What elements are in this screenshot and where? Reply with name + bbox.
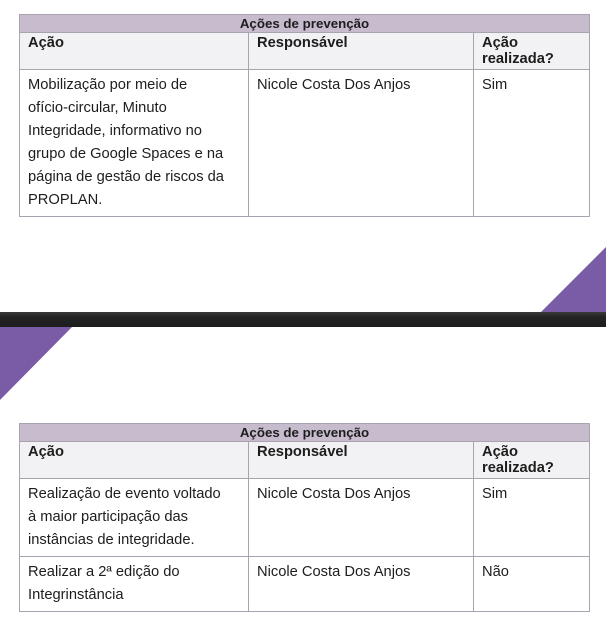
column-header-responsavel: Responsável [249, 442, 474, 479]
cell-responsavel: Nicole Costa Dos Anjos [249, 70, 474, 217]
cell-acao: Realização de evento voltado à maior participação das instâncias de integridade. [20, 479, 249, 557]
table-title-row [20, 424, 590, 442]
column-header-responsavel: Responsável [249, 33, 474, 70]
table-title-row [20, 15, 590, 33]
cell-acao-realizada: Sim [474, 479, 590, 557]
table-title: Ações de prevenção [20, 424, 590, 442]
table-row [20, 557, 590, 612]
slide-corner-triangle-top-icon [541, 247, 606, 312]
table-title: Ações de prevenção [20, 15, 590, 33]
page-gap-bar [0, 312, 606, 327]
cell-acao-realizada: Sim [474, 70, 590, 217]
table-row [20, 70, 590, 217]
cell-acao: Mobilização por meio de ofício-circular, Minuto Integridade, informativo no grupo de Google Spaces e na página de gestão de riscos da PROPLAN. [20, 70, 249, 217]
table-header-row [20, 33, 590, 70]
table-row [20, 479, 590, 557]
prevention-table-2 [19, 423, 590, 612]
table-header-row [20, 442, 590, 479]
column-header-acao-realizada: Ação realizada? [474, 442, 590, 479]
prevention-table-1 [19, 14, 590, 217]
slide-corner-triangle-bottom-icon [0, 327, 72, 400]
column-header-acao: Ação [20, 442, 249, 479]
cell-responsavel: Nicole Costa Dos Anjos [249, 479, 474, 557]
column-header-acao-realizada: Ação realizada? [474, 33, 590, 70]
cell-acao-realizada: Não [474, 557, 590, 612]
cell-acao: Realizar a 2ª edição do Integrinstância [20, 557, 249, 612]
cell-responsavel: Nicole Costa Dos Anjos [249, 557, 474, 612]
column-header-acao: Ação [20, 33, 249, 70]
